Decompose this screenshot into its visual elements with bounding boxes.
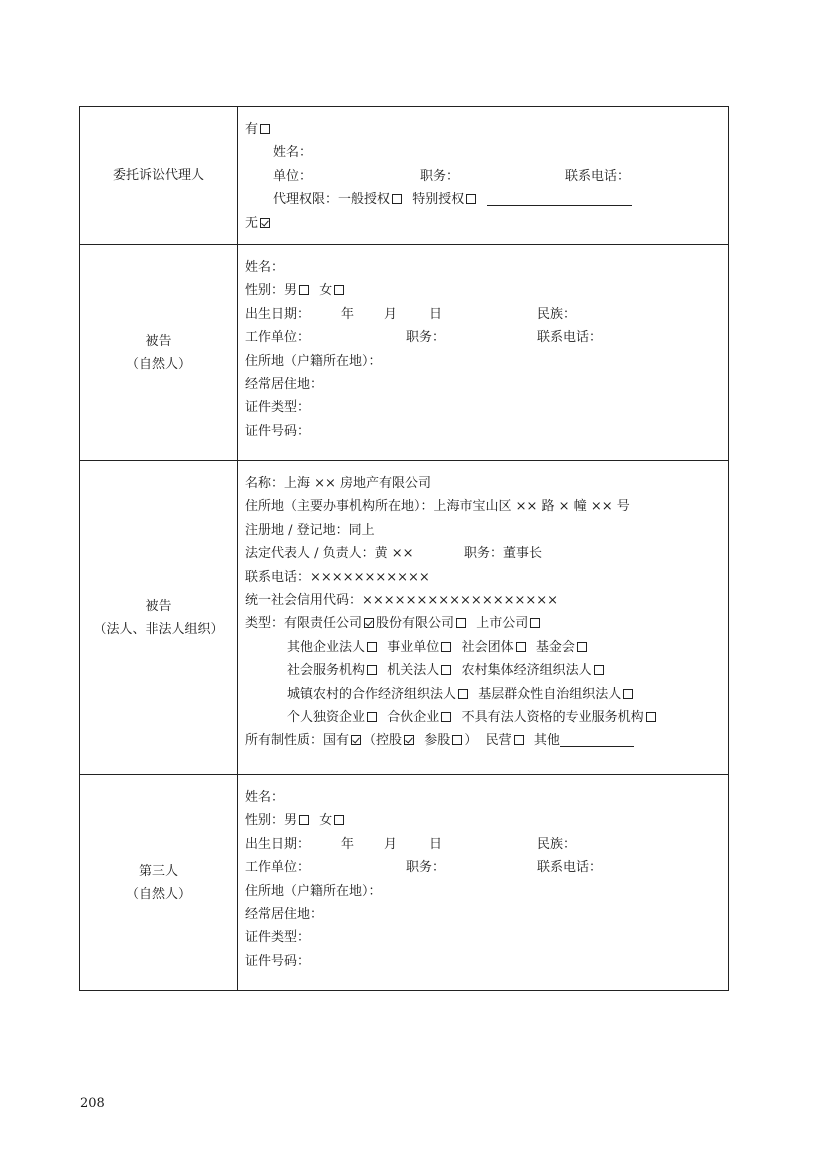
tp-month: 月 (384, 836, 398, 852)
holding-checkbox[interactable] (404, 735, 414, 745)
tp-name: 姓名： (245, 790, 285, 805)
private-checkbox[interactable] (514, 735, 524, 745)
do-name: 名称：上海 ×× 房地产有限公司 (245, 476, 432, 491)
do-registered: 注册地 / 登记地：同上 (245, 522, 375, 538)
agent-none-label: 无 (245, 215, 259, 231)
tp-female: 女 (319, 813, 333, 829)
do-type-listed: 上市公司 (476, 616, 529, 632)
do-grassroots: 基层群众性自治组织法人 (478, 686, 622, 702)
dp-habitual: 经常居住地： (245, 376, 324, 392)
agent-authority-label: 代理权限：一般授权 (273, 192, 391, 208)
dp-id-number: 证件号码： (245, 423, 311, 439)
tp-male-checkbox[interactable] (299, 815, 309, 825)
do-ownership-label: 所有制性质：国有 (245, 733, 350, 749)
tp-habitual: 经常居住地： (245, 906, 324, 922)
dp-female-checkbox[interactable] (334, 285, 344, 295)
general-authority-checkbox[interactable] (392, 194, 402, 204)
defendant-person-content (238, 245, 729, 461)
dp-day: 日 (429, 306, 443, 322)
agent-label: 委托诉讼代理人 (80, 107, 238, 245)
complaint-form-table (79, 106, 729, 991)
professional-service-checkbox[interactable] (646, 712, 656, 722)
state-owned-checkbox[interactable] (351, 735, 361, 745)
do-social-service: 社会服务机构 (287, 663, 366, 679)
tp-day: 日 (429, 836, 443, 852)
llc-checkbox[interactable] (364, 618, 374, 628)
do-foundation: 基金会 (535, 639, 575, 655)
defendant-person-label (80, 245, 238, 461)
defendant-org-label-line1: 被告 (145, 598, 172, 614)
dp-ethnicity: 民族： (537, 306, 577, 322)
agent-has-label: 有 (245, 122, 259, 137)
partnership-checkbox[interactable] (441, 712, 451, 722)
defendant-org-row (80, 461, 729, 775)
tp-birth: 出生日期： (245, 836, 311, 852)
special-authority-blank[interactable] (487, 191, 632, 206)
do-cooperative: 城镇农村的合作经济组织法人 (287, 686, 457, 702)
defendant-person-label-line2: （自然人） (125, 356, 191, 372)
do-phone: 联系电话：××××××××××× (245, 569, 430, 585)
do-private: 民营 (485, 733, 512, 749)
listed-checkbox[interactable] (530, 618, 540, 628)
third-party-label-line2: （自然人） (125, 886, 191, 902)
do-participating: 参股 (424, 733, 451, 749)
social-group-checkbox[interactable] (516, 642, 526, 652)
dp-month: 月 (384, 306, 398, 322)
do-professional-service: 不具有法人资格的专业服务机构 (461, 709, 644, 725)
special-authority-checkbox[interactable] (466, 194, 476, 204)
tp-residence: 住所地（户籍所在地）： (245, 883, 382, 899)
agent-none-checkbox[interactable] (260, 218, 270, 228)
agent-phone-label: 联系电话： (565, 168, 631, 184)
do-social-group: 社会团体 (461, 639, 514, 655)
foundation-checkbox[interactable] (577, 642, 587, 652)
defendant-org-label (80, 461, 238, 775)
do-other-enterprise: 其他企业法人 (287, 639, 366, 655)
social-service-checkbox[interactable] (367, 665, 377, 675)
tp-position: 职务： (406, 860, 446, 876)
dp-position: 职务： (406, 330, 446, 346)
dp-residence: 住所地（户籍所在地）： (245, 353, 382, 369)
tp-phone: 联系电话： (537, 860, 603, 876)
dp-birth: 出生日期： (245, 306, 311, 322)
agent-has-checkbox[interactable] (260, 124, 270, 134)
do-partnership: 合伙企业 (387, 709, 440, 725)
tp-id-type: 证件类型： (245, 930, 311, 946)
tp-female-checkbox[interactable] (334, 815, 344, 825)
tp-ethnicity: 民族： (537, 836, 577, 852)
agent-row (80, 107, 729, 245)
government-checkbox[interactable] (441, 665, 451, 675)
dp-id-type: 证件类型： (245, 400, 311, 416)
do-close-paren: ） (464, 733, 478, 749)
page-number: 208 (80, 1096, 105, 1111)
do-type-joint-stock: 股份有限公司 (376, 616, 455, 632)
dp-female: 女 (319, 283, 333, 299)
do-legal-rep-position: 职务：董事长 (464, 546, 543, 562)
public-institution-checkbox[interactable] (441, 642, 451, 652)
dp-gender: 性别：男 (245, 283, 298, 299)
do-public-institution: 事业单位 (387, 639, 440, 655)
dp-work-unit: 工作单位： (245, 330, 311, 346)
tp-id-number: 证件号码： (245, 953, 311, 969)
defendant-org-content (238, 461, 729, 775)
defendant-person-label-line1: 被告 (145, 333, 172, 349)
agent-content (238, 107, 729, 245)
participating-checkbox[interactable] (452, 735, 462, 745)
dp-phone: 联系电话： (537, 330, 603, 346)
joint-stock-checkbox[interactable] (456, 618, 466, 628)
agent-position-label: 职务： (420, 168, 460, 184)
third-party-label (80, 775, 238, 991)
do-rural-collective: 农村集体经济组织法人 (461, 663, 592, 679)
sole-proprietorship-checkbox[interactable] (367, 712, 377, 722)
cooperative-checkbox[interactable] (458, 689, 468, 699)
third-party-label-line1: 第三人 (138, 863, 178, 879)
do-government: 机关法人 (387, 663, 440, 679)
do-credit-code: 统一社会信用代码：×××××××××××××××××× (245, 592, 559, 608)
dp-male-checkbox[interactable] (299, 285, 309, 295)
tp-gender: 性别：男 (245, 813, 298, 829)
agent-special-label: 特别授权 (412, 192, 465, 208)
do-legal-rep: 法定代表人 / 负责人：黄 ×× (245, 546, 414, 562)
other-ownership-blank[interactable] (560, 732, 634, 747)
dp-year: 年 (341, 306, 355, 322)
do-holding: （控股 (363, 733, 403, 749)
do-address: 住所地（主要办事机构所在地）：上海市宝山区 ×× 路 × 幢 ×× 号 (245, 499, 630, 515)
tp-work-unit: 工作单位： (245, 860, 311, 876)
third-party-content (238, 775, 729, 991)
defendant-person-row (80, 245, 729, 461)
do-sole-proprietorship: 个人独资企业 (287, 709, 366, 725)
defendant-org-label-line2: （法人、非法人组织） (93, 621, 224, 637)
tp-year: 年 (341, 836, 355, 852)
other-enterprise-checkbox[interactable] (367, 642, 377, 652)
rural-collective-checkbox[interactable] (594, 665, 604, 675)
agent-name-label: 姓名： (273, 145, 313, 161)
do-other: 其他 (533, 733, 560, 749)
third-party-row (80, 775, 729, 991)
agent-unit-label: 单位： (273, 168, 313, 184)
grassroots-checkbox[interactable] (623, 689, 633, 699)
do-type-label: 类型：有限责任公司 (245, 616, 363, 632)
dp-name: 姓名： (245, 260, 285, 275)
